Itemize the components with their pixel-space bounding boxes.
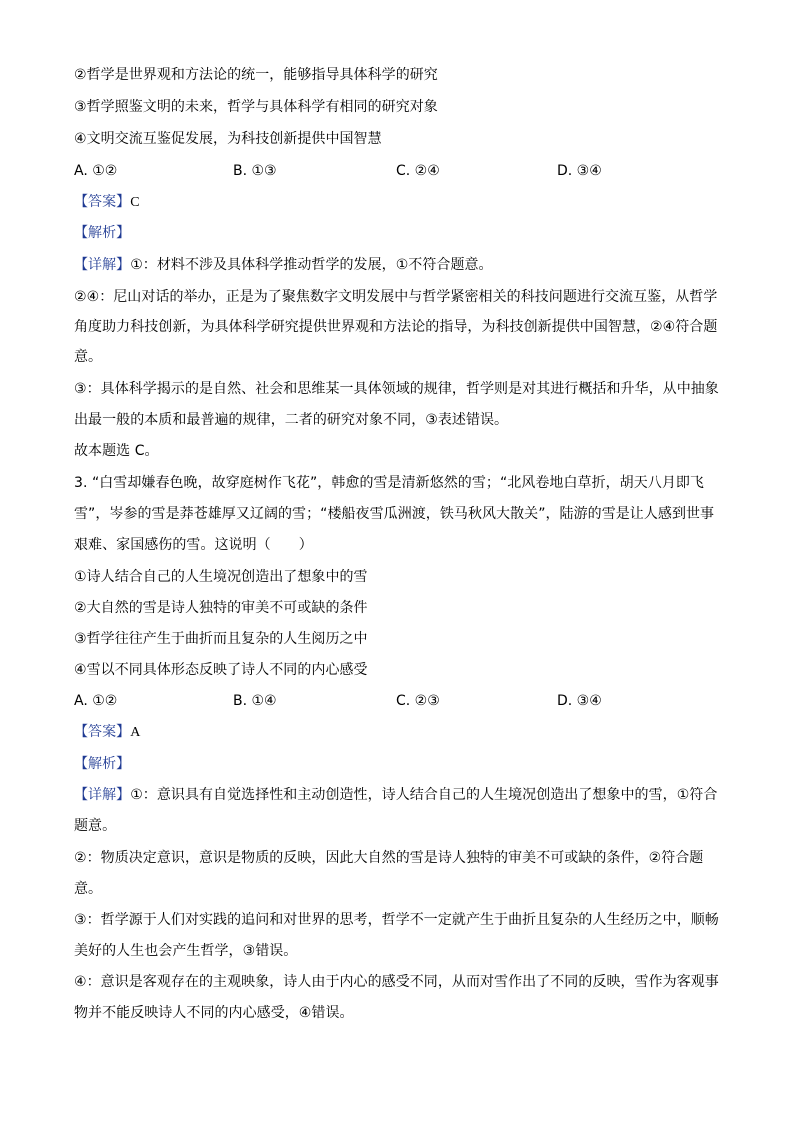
analysis-tag: 【解析】 [74, 225, 131, 241]
q2-detail-text: ①：材料不涉及具体科学推动哲学的发展，①不符合题意。 [130, 257, 493, 273]
q2-answer [74, 193, 140, 212]
q3-detail-line-5: ③：哲学源于人们对实践的追问和对世界的思考，哲学不一定就产生于曲折且复杂的人生经历之中，顺畅 [74, 912, 719, 928]
q3-detail-line-1 [74, 786, 717, 804]
q3-detail-line-8: 物并不能反映诗人不同的内心感受，④错误。 [74, 1005, 354, 1021]
detail-tag: 【详解】 [74, 257, 131, 273]
q2-option-a: A. ①② [74, 163, 118, 179]
answer-tag: 【答案】 [74, 194, 131, 210]
q3-statement-2: ②大自然的雪是诗人独特的审美不可或缺的条件 [74, 600, 368, 616]
q3-detail-text: ①：意识具有自觉选择性和主动创造性，诗人结合自己的人生境况创造出了想象中的雪，①符合 [130, 787, 718, 803]
q3-analysis-heading [74, 755, 130, 773]
q3-option-d: D. ③④ [557, 693, 602, 709]
answer-value: C [130, 195, 140, 210]
q2-detail-line-4: 意。 [74, 349, 103, 365]
q3-statement-4: ④雪以不同具体形态反映了诗人不同的内心感受 [74, 662, 368, 678]
q3-detail-line-2: 题意。 [74, 818, 117, 834]
q2-detail-line-2: ②④：尼山对话的举办，正是为了聚焦数字文明发展中与哲学紧密相关的科技问题进行交流互鉴，从哲学 [74, 289, 718, 305]
q2-option-d: D. ③④ [557, 163, 602, 179]
q2-option-b: B. ①③ [233, 163, 277, 179]
q3-statement-1: ①诗人结合自己的人生境况创造出了想象中的雪 [74, 569, 368, 585]
q3-option-a: A. ①② [74, 693, 118, 709]
q3-detail-line-3: ②：物质决定意识，意识是物质的反映，因此大自然的雪是诗人独特的审美不可或缺的条件，②符合题 [74, 850, 704, 866]
q3-answer [74, 723, 140, 742]
q2-conclusion: 故本题选 C。 [74, 443, 159, 459]
q2-option-c: C. ②④ [396, 163, 440, 179]
q3-detail-line-4: 意。 [74, 881, 103, 897]
q2-detail-line-6: 出最一般的本质和最普遍的规律，二者的研究对象不同，③表述错误。 [74, 412, 509, 428]
q2-statement-3: ③哲学照鉴文明的未来，哲学与具体科学有相同的研究对象 [74, 99, 438, 115]
analysis-tag: 【解析】 [74, 756, 131, 772]
detail-tag: 【详解】 [74, 787, 131, 803]
q3-stem-line-3: 艰难、家国感伤的雪。这说明（ ） [74, 537, 313, 553]
q2-statement-4: ④文明交流互鉴促发展，为科技创新提供中国智慧 [74, 131, 382, 147]
q3-statement-3: ③哲学往往产生于曲折而且复杂的人生阅历之中 [74, 631, 368, 647]
q2-detail-line-3: 角度助力科技创新，为具体科学研究提供世界观和方法论的指导，为科技创新提供中国智慧，②④符合题 [74, 319, 718, 335]
q2-analysis-heading [74, 224, 130, 242]
q3-stem-line-2: 雪”，岑参的雪是莽苍雄厚又辽阔的雪；“楼船夜雪瓜洲渡，铁马秋风大散关”，陆游的雪是让人感到世事 [74, 506, 715, 522]
q3-detail-line-6: 美好的人生也会产生哲学，③错误。 [74, 943, 298, 959]
q3-detail-line-7: ④：意识是客观存在的主观映象，诗人由于内心的感受不同，从而对雪作出了不同的反映，雪作为客观事 [74, 974, 719, 990]
answer-value: A [130, 725, 141, 740]
q2-statement-2: ②哲学是世界观和方法论的统一，能够指导具体科学的研究 [74, 67, 438, 83]
q3-stem-line-1: 3. “白雪却嫌春色晚，故穿庭树作飞花”，韩愈的雪是清新悠然的雪；“北风卷地白草折，胡天八月即飞 [74, 475, 704, 491]
q3-option-b: B. ①④ [233, 693, 277, 709]
q2-detail-line-1 [74, 256, 493, 274]
answer-tag: 【答案】 [74, 724, 131, 740]
q3-option-c: C. ②③ [396, 693, 440, 709]
q2-detail-line-5: ③：具体科学揭示的是自然、社会和思维某一具体领域的规律，哲学则是对其进行概括和升华，从中抽象 [74, 381, 719, 397]
